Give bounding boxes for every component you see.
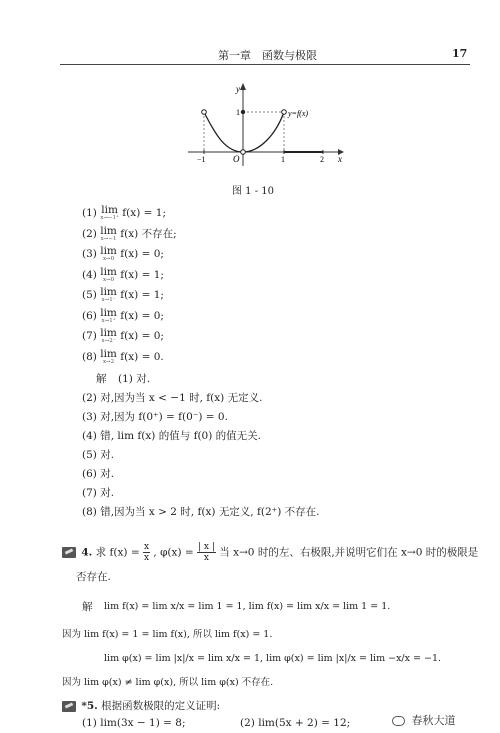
problem4-sol-intro: 解 bbox=[82, 601, 93, 613]
statement-item bbox=[82, 329, 164, 344]
limit-subscript: x→−1 bbox=[100, 235, 117, 242]
statement-number: (5) bbox=[82, 289, 97, 301]
statement-item bbox=[82, 247, 164, 262]
header-rule bbox=[60, 64, 470, 65]
solution-item: (5) 对. bbox=[82, 449, 115, 461]
limit-subscript: x→0 bbox=[102, 276, 115, 283]
frac1-denominator: x bbox=[143, 553, 150, 563]
statement-number: (6) bbox=[82, 309, 97, 322]
solid-point-y1 bbox=[241, 110, 245, 114]
watermark-text: 春秋大道 bbox=[411, 714, 456, 727]
origin-label: O bbox=[233, 154, 240, 164]
lim-word: lim bbox=[100, 327, 117, 339]
tick-x-1-label: 1 bbox=[281, 155, 285, 164]
statement-body: f(x) = 0; bbox=[120, 309, 164, 322]
statement-number: (8) bbox=[82, 350, 97, 363]
limit-operator bbox=[100, 347, 117, 365]
open-point-right bbox=[282, 110, 287, 115]
pen-icon bbox=[62, 547, 76, 558]
problem4-frac1 bbox=[143, 542, 150, 563]
problem4-sol-line2: 因为 lim f(x) = 1 = lim f(x), 所以 lim f(x) = 1. bbox=[62, 629, 273, 640]
solution-item: (4) 错, lim f(x) 的值与 f(0) 的值无关. bbox=[82, 430, 262, 442]
statement-number: (4) bbox=[82, 268, 97, 281]
lim-word: lim bbox=[100, 224, 117, 237]
limit-operator bbox=[100, 288, 117, 303]
statement-body: f(x) = 0. bbox=[120, 350, 164, 363]
chapter-label: 第一章 bbox=[218, 49, 251, 62]
limit-operator bbox=[100, 206, 119, 221]
statement-body: f(x) = 1; bbox=[120, 268, 164, 281]
problem4-frac2 bbox=[197, 542, 216, 563]
limit-subscript: x→0 bbox=[102, 256, 115, 262]
limit-subscript: x→−1⁺ bbox=[100, 215, 119, 221]
tick-y-1-label: 1 bbox=[236, 108, 240, 117]
limit-operator bbox=[100, 329, 117, 344]
wechat-icon bbox=[392, 716, 405, 726]
statement-item bbox=[82, 347, 164, 365]
tick-x-2-label: 2 bbox=[320, 155, 324, 164]
solution-intro: 解 bbox=[96, 373, 107, 385]
lim-word: lim bbox=[100, 245, 117, 257]
problem4-text-c: 当 x→0 时的左、右极限,并说明它们在 x→0 时的极限是 bbox=[219, 546, 479, 559]
function-graph bbox=[180, 80, 350, 170]
open-point-origin bbox=[241, 150, 246, 155]
lim-word: lim bbox=[100, 286, 117, 298]
statement-number: (3) bbox=[82, 248, 97, 260]
solution-item: (8) 错,因为当 x > 2 时, f(x) 无定义, f(2⁺) 不存在. bbox=[82, 506, 320, 518]
y-axis-label: y bbox=[236, 84, 240, 94]
problem4-sol-line3: lim φ(x) = lim |x|/x = lim x/x = 1, lim φ(x) = lim |x|/x = lim −x/x = −1. bbox=[104, 653, 442, 664]
statement-item bbox=[82, 224, 177, 242]
limit-subscript: x→1⁺ bbox=[101, 317, 116, 324]
frac1-numerator: x bbox=[143, 542, 150, 552]
lim-word: lim bbox=[101, 204, 118, 216]
pen-icon-5 bbox=[62, 701, 76, 712]
chapter-title: 函数与极限 bbox=[262, 49, 317, 62]
x-axis-label: x bbox=[338, 154, 342, 164]
solution-item: (7) 对. bbox=[82, 487, 115, 499]
limit-subscript: x→2 bbox=[102, 358, 115, 365]
lim-word: lim bbox=[100, 347, 117, 360]
problem4-text-d: 否存在. bbox=[76, 571, 111, 583]
lim-word: lim bbox=[100, 306, 117, 319]
statement-body: f(x) = 1; bbox=[120, 289, 164, 301]
problem4-text-a: 求 f(x) = bbox=[95, 546, 140, 559]
limit-subscript: x→1⁻ bbox=[101, 297, 116, 303]
limit-operator bbox=[100, 247, 117, 262]
curve-right bbox=[243, 112, 284, 152]
statement-item bbox=[82, 265, 164, 283]
problem4-number: 4. bbox=[81, 546, 93, 559]
frac2-denominator: x bbox=[203, 553, 209, 563]
solution-item: (1) 对. bbox=[118, 373, 151, 385]
statement-number: (1) bbox=[82, 207, 97, 219]
curve-left bbox=[204, 112, 243, 152]
solution-item: (6) 对. bbox=[82, 468, 115, 480]
statement-item bbox=[82, 306, 164, 324]
problem5-number: *5. bbox=[81, 700, 98, 712]
problem4-statement bbox=[62, 542, 478, 563]
curve-label: y=f(x) bbox=[288, 109, 309, 118]
problem5-text: 根据函数极限的定义证明: bbox=[101, 700, 221, 712]
limit-subscript: x→2⁻ bbox=[101, 338, 116, 344]
problem5-part1: (1) lim(3x − 1) = 8; bbox=[82, 717, 186, 729]
statement-body: f(x) = 0; bbox=[120, 330, 164, 342]
solution-item: (3) 对,因为 f(0⁺) = f(0⁻) = 0. bbox=[82, 411, 228, 423]
watermark bbox=[392, 712, 456, 728]
statement-body: f(x) 不存在; bbox=[120, 227, 177, 240]
tick-x-neg1-label: −1 bbox=[197, 155, 206, 164]
limit-operator bbox=[100, 306, 117, 324]
statement-body: f(x) = 0; bbox=[120, 248, 164, 260]
problem4-sol-line4: 因为 lim φ(x) ≠ lim φ(x), 所以 lim φ(x) 不存在. bbox=[62, 677, 274, 688]
page-number: 17 bbox=[452, 47, 468, 60]
problem5-part2: (2) lim(5x + 2) = 12; bbox=[240, 717, 351, 729]
problem4-text-b: , φ(x) = bbox=[153, 546, 194, 559]
statement-number: (2) bbox=[82, 227, 97, 240]
limit-operator bbox=[100, 224, 117, 242]
lim-word: lim bbox=[100, 265, 117, 278]
solution-item: (2) 对,因为当 x < −1 时, f(x) 无定义. bbox=[82, 392, 263, 404]
open-point-left bbox=[202, 110, 207, 115]
statement-item bbox=[82, 288, 164, 303]
statement-body: f(x) = 1; bbox=[122, 207, 166, 219]
figure-caption: 图 1 - 10 bbox=[232, 186, 275, 197]
statement-item bbox=[82, 206, 166, 221]
frac2-numerator: | x | bbox=[198, 542, 215, 552]
y-axis-arrow bbox=[240, 83, 246, 90]
statement-number: (7) bbox=[82, 330, 97, 342]
limit-operator bbox=[100, 265, 117, 283]
problem5-statement bbox=[62, 699, 220, 713]
problem4-sol-line1: lim f(x) = lim x/x = lim 1 = 1, lim f(x) = lim x/x = lim 1 = 1. bbox=[104, 601, 391, 612]
